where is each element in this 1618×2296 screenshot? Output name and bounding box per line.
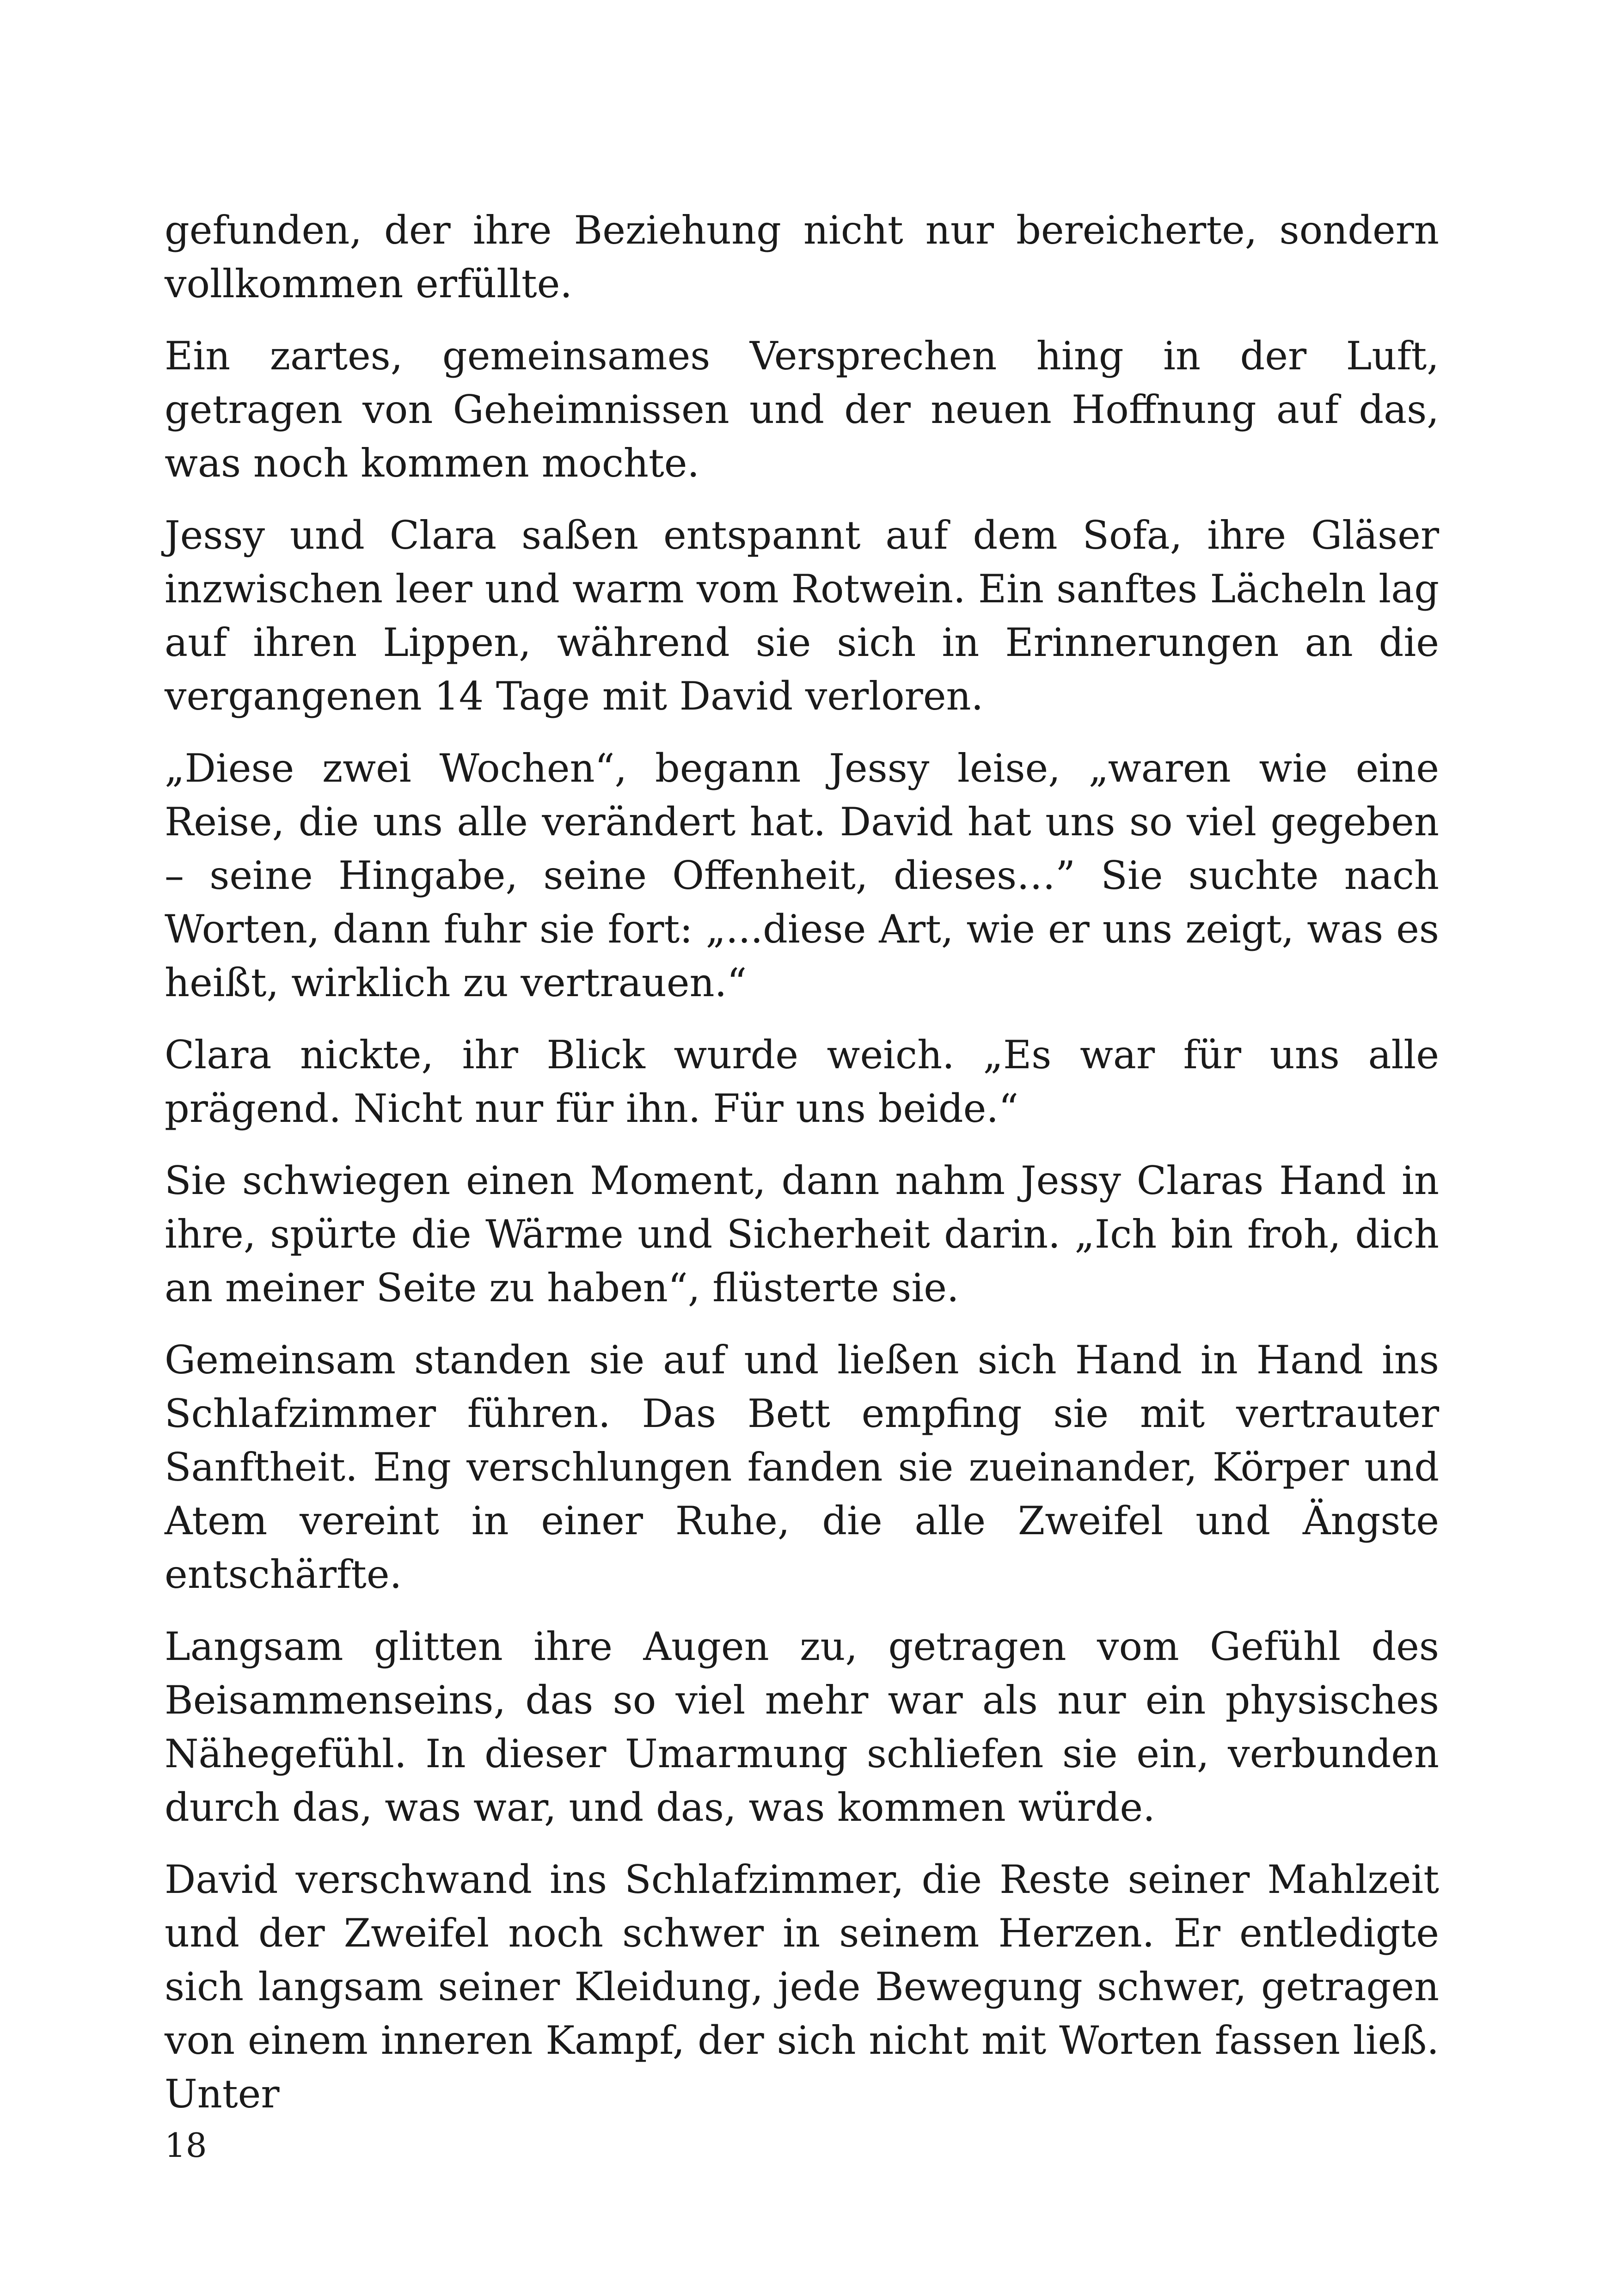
paragraph: David verschwand ins Schlafzimmer, die Reste seiner Mahlzeit und der Zweifel noch schwer in seinem Herzen. Er entledigte sich langsam seiner Kleidung, jede Bewegung schwer, getragen von einem inneren Kampf, der sich nicht mit Worten fassen ließ. Unter: [165, 1857, 1439, 2117]
paragraph: Sie schwiegen einen Moment, dann nahm Jessy Claras Hand in ihre, spürte die Wärme und Sicherheit darin. „Ich bin froh, dich an meiner Seite zu haben“, flüsterte sie.: [165, 1158, 1439, 1310]
paragraph: gefunden, der ihre Beziehung nicht nur bereicherte, sondern vollkommen erfüllte.: [165, 208, 1439, 306]
paragraph: Clara nickte, ihr Blick wurde weich. „Es war für uns alle prägend. Nicht nur für ihn. Für uns beide.“: [165, 1032, 1439, 1131]
paragraph: Langsam glitten ihre Augen zu, getragen vom Gefühl des Beisammenseins, das so viel mehr war als nur ein physisches Nähegefühl. In dieser Umarmung schliefen sie ein, verbunden durch das, was war, und das, was kommen würde.: [165, 1624, 1439, 1830]
paragraph: Ein zartes, gemeinsames Versprechen hing in der Luft, getragen von Geheimnissen und der neuen Hoffnung auf das, was noch kommen mochte.: [165, 333, 1439, 486]
page-number: 18: [165, 2126, 207, 2165]
body-text: [165, 203, 1439, 2139]
paragraph: Jessy und Clara saßen entspannt auf dem Sofa, ihre Gläser inzwischen leer und warm vom Rotwein. Ein sanftes Lächeln lag auf ihren Lippen, während sie sich in Erinnerungen an die vergangenen 14 Tage mit David verloren.: [165, 513, 1439, 719]
paragraph: „Diese zwei Wochen“, begann Jessy leise, „waren wie eine Reise, die uns alle verändert hat. David hat uns so viel gegeben – seine Hingabe, seine Offenheit, dieses…” Sie suchte nach Worten, dann fuhr sie fort: „...diese Art, wie er uns zeigt, was es heißt, wirklich zu vertrauen.“: [165, 746, 1439, 1005]
paragraph: Gemeinsam standen sie auf und ließen sich Hand in Hand ins Schlafzimmer führen. Das Bett empfing sie mit vertrauter Sanftheit. Eng verschlungen fanden sie zueinander, Körper und Atem vereint in einer Ruhe, die alle Zweifel und Ängste entschärfte.: [165, 1337, 1439, 1597]
